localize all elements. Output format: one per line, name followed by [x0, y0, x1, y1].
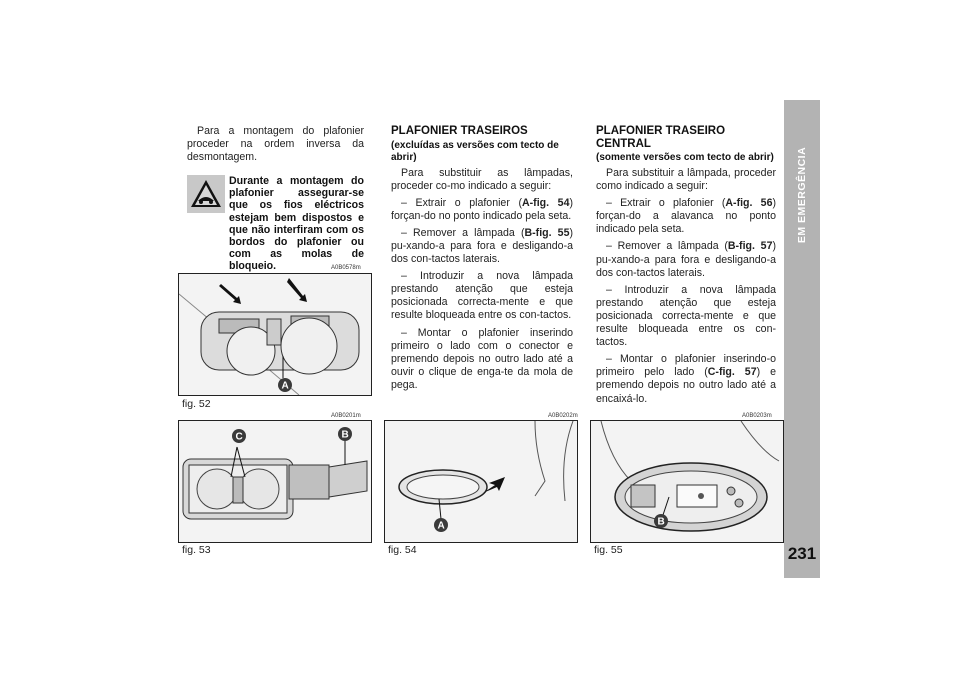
figure-reference: A-fig. 54	[522, 196, 570, 209]
central-light-illustration	[591, 421, 783, 542]
figure-reference: A-fig. 56	[725, 197, 773, 210]
text-run: ) e premendo depois no outro lado até a encaixá-lo.	[596, 366, 776, 405]
warning-block	[187, 175, 364, 273]
callout-label: A	[281, 380, 289, 392]
figure-55	[590, 420, 784, 543]
figure-reference: B-fig. 55	[524, 226, 570, 239]
figure-caption: fig. 52	[182, 398, 211, 410]
paragraph: Para substituir as lâmpadas, proceder co-mo indicado a seguir:	[391, 166, 573, 192]
column-3	[596, 125, 776, 410]
figure-code: A0B0202m	[548, 413, 578, 419]
paragraph	[391, 227, 573, 266]
paragraph	[391, 197, 573, 223]
paragraph	[596, 240, 776, 279]
roof-light-illustration	[179, 274, 371, 395]
text-run: ) forçan-do a alavanca no ponto indicado pela seta.	[596, 197, 776, 236]
intro-paragraph: Para a montagem do plafonier proceder na ordem inversa da desmontagem.	[187, 125, 364, 164]
column-2	[391, 125, 573, 396]
text-run: – Extrair o plafonier (	[606, 197, 726, 210]
column-1	[187, 125, 364, 168]
page-number: 231	[787, 544, 817, 563]
callout-label: C	[235, 431, 243, 443]
callout-label: B	[341, 429, 349, 441]
rear-light-illustration	[385, 421, 577, 542]
paragraph	[596, 197, 776, 236]
text-run: ) pu-xando-a para fora e desligando-a dos con-tactos laterais.	[391, 226, 573, 266]
rear-lights-subheading: (excluídas as versões com tecto de abrir)	[391, 139, 559, 163]
text-run: ) pu-xando-a para fora e desligando-a dos con-tactos laterais.	[596, 240, 776, 279]
arrow-icon	[219, 284, 241, 304]
figure-caption: fig. 55	[594, 544, 623, 556]
text-run: – Remover a lâmpada (	[606, 240, 728, 253]
figure-52	[178, 273, 372, 396]
figure-code: A0B0203m	[742, 413, 772, 419]
section-title-text: EM EMERGÊNCIA	[796, 146, 808, 244]
warning-triangle-icon	[187, 175, 225, 213]
arrow-icon	[287, 278, 307, 302]
section-title	[784, 120, 820, 270]
paragraph: Para substituir a lâmpada, proceder como indicado a seguir:	[596, 167, 776, 193]
figure-reference: B-fig. 57	[727, 240, 773, 253]
figure-53	[178, 420, 372, 543]
figure-code: A0B0201m	[331, 413, 361, 419]
figure-code: A0B0578m	[331, 265, 361, 271]
warning-text-content: Durante a montagem do plafonier assegurar-se que os fios eléctricos estejam bem dispostos e que não interfiram com os bordos do plafonier ou com as molas de bloqueio.	[229, 175, 364, 273]
text-run: – Extrair o plafonier (	[401, 196, 522, 209]
roof-light-open-illustration	[179, 421, 371, 542]
paragraph: – Montar o plafonier inserindo primeiro o lado com o conector e premendo depois no outro lado até a ouvir o clique de enga-te da mola de pega.	[391, 326, 573, 391]
figure-54	[384, 420, 578, 543]
rear-lights-heading: PLAFONIER TRASEIROS	[391, 125, 528, 137]
section-sidebar	[784, 100, 820, 578]
callout-label: B	[657, 516, 665, 528]
central-light-heading: PLAFONIER TRASEIRO CENTRAL	[596, 125, 726, 150]
text-run: – Montar o plafonier inserindo-o primeiro pelo lado (	[596, 353, 776, 379]
figure-caption: fig. 53	[182, 544, 211, 556]
callout-label: A	[437, 520, 445, 532]
central-light-subheading: (somente versões com tecto de abrir)	[596, 152, 774, 163]
paragraph	[596, 353, 776, 405]
text-run: – Remover a lâmpada (	[401, 226, 525, 239]
paragraph: – Introduzir a nova lâmpada prestando atenção que esteja posicionada correcta-mente e que resulte bloqueada entre os con-tactos.	[391, 270, 573, 322]
figure-reference: C-fig. 57	[707, 366, 757, 379]
text-run: ) forçan-do no ponto indicado pela seta.	[391, 196, 573, 222]
paragraph: – Introduzir a nova lâmpada prestando atenção que esteja posicionada correcta-mente e que resulte bloqueada entre os con-tactos.	[596, 283, 776, 349]
figure-caption: fig. 54	[388, 544, 417, 556]
